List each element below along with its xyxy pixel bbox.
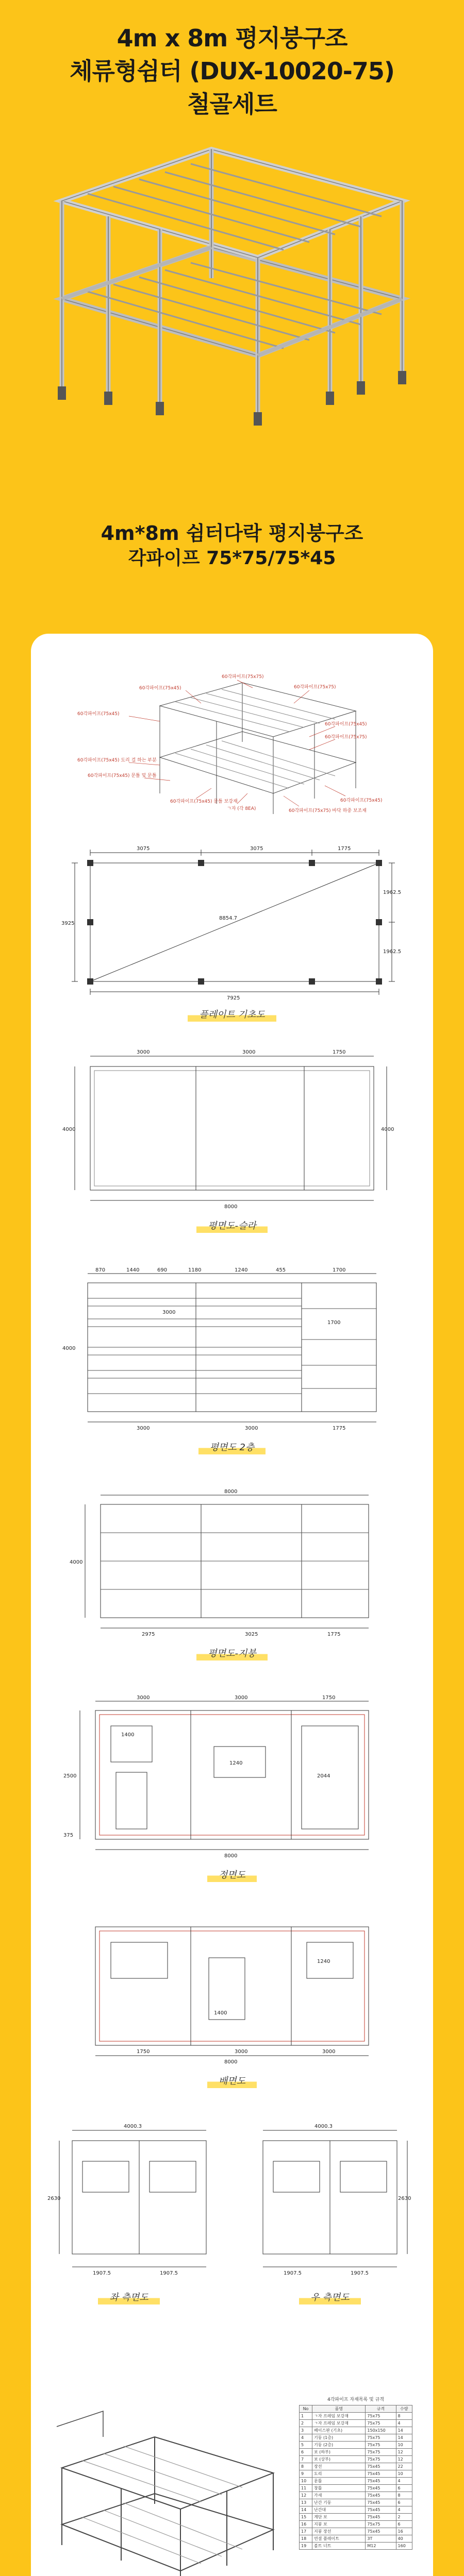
hero-section: [0, 0, 464, 518]
table-cell: 3: [300, 2427, 312, 2434]
table-row: [300, 2492, 412, 2499]
table-row: [300, 2478, 412, 2485]
table-cell: 75x75: [366, 2420, 396, 2427]
table-cell: 난간 기둥: [312, 2499, 366, 2506]
dim-label: 1180: [188, 1267, 202, 1273]
front-elevation: [59, 1690, 405, 1860]
caption-rear: 배면도: [31, 2074, 433, 2088]
product-title: [0, 22, 464, 121]
table-cell: ㄱ자 프레임 보강재: [312, 2420, 366, 2427]
table-row: [300, 2427, 412, 2434]
rear-elevation: [59, 1911, 405, 2066]
table-cell: 75x75: [366, 2521, 396, 2528]
table-header: 규격: [366, 2405, 396, 2413]
iso-label: 60각파이프(75x45): [139, 686, 181, 691]
table-cell: 베이스판 (기초): [312, 2427, 366, 2434]
materials-table: [299, 2405, 412, 2550]
iso-label: 60각파이프(75x45): [77, 711, 120, 717]
table-row: [300, 2521, 412, 2528]
table-cell: 75x45: [366, 2514, 396, 2521]
table-cell: 4: [300, 2434, 312, 2442]
dim-label: 1907.5: [160, 2270, 178, 2276]
caption-front: 정면도: [31, 1868, 433, 1882]
table-row: [300, 2506, 412, 2514]
caption-roof-plan: 평면도-지붕: [31, 1646, 433, 1660]
table-cell: 12: [300, 2492, 312, 2499]
dim-label: 3000: [322, 2049, 336, 2055]
dim-label: 4000.3: [314, 2124, 333, 2129]
dim-label: 8000: [224, 2059, 238, 2065]
table-cell: 3T: [366, 2535, 396, 2543]
table-cell: 2: [300, 2420, 312, 2427]
table-cell: 보 (상부): [312, 2456, 366, 2463]
table-row: [300, 2420, 412, 2427]
table-cell: 8: [396, 2492, 412, 2499]
table-row: [300, 2485, 412, 2492]
dim-label: 1400: [214, 2010, 227, 2016]
table-cell: 14: [396, 2427, 412, 2434]
dim-label: 1240: [229, 1760, 243, 1766]
table-row: [300, 2413, 412, 2420]
table-row: [300, 2514, 412, 2521]
table-cell: 지붕 보: [312, 2521, 366, 2528]
table-header: 품명: [312, 2405, 366, 2413]
floor-plan: [59, 1046, 405, 1211]
caption-floor-plan: 평면도-슬라: [31, 1218, 433, 1233]
table-cell: 13: [300, 2499, 312, 2506]
iso-label: 60각파이프(75x75): [325, 735, 367, 740]
table-cell: 75x45: [366, 2470, 396, 2478]
table-cell: 7: [300, 2456, 312, 2463]
dim-label: 4000: [381, 1127, 394, 1132]
dim-label: 1700: [333, 1267, 346, 1273]
table-cell: 12: [396, 2456, 412, 2463]
dim-label: 3025: [245, 1632, 258, 1637]
dim-label: 1962.5: [383, 890, 401, 895]
table-header-row: [300, 2405, 412, 2413]
dim-label: 3075: [250, 846, 263, 852]
iso-label: 60각파이프(75x75): [294, 685, 336, 690]
title-line-2: 체류형쉼터 (DUX-10020-75): [70, 57, 394, 85]
table-cell: 볼트 너트: [312, 2543, 366, 2550]
table-cell: 연결 플레이트: [312, 2535, 366, 2543]
materials-table-body: [300, 2413, 412, 2550]
table-cell: 150x150: [366, 2427, 396, 2434]
table-row: [300, 2456, 412, 2463]
dim-label: 4000: [70, 1560, 83, 1565]
dim-label: 1775: [333, 1426, 346, 1431]
dim-label: 3075: [137, 846, 150, 852]
table1-title: 4각파이프 자재목록 및 규격: [327, 2397, 384, 2402]
dim-label: 1750: [322, 1695, 336, 1701]
table-cell: 75x45: [366, 2492, 396, 2499]
dim-label: 1775: [338, 846, 351, 852]
table-cell: 8: [396, 2413, 412, 2420]
table-cell: 문틀: [312, 2478, 366, 2485]
roof-plan: [59, 1484, 405, 1638]
spec-title: 4m*8m 쉼터다락 평지붕구조: [101, 522, 363, 545]
table-cell: 12: [396, 2449, 412, 2456]
dim-label: 2630: [398, 2196, 411, 2201]
dim-label: 3000: [137, 1695, 150, 1701]
table-cell: 75x75: [366, 2413, 396, 2420]
table-cell: 22: [396, 2463, 412, 2470]
table-row: [300, 2434, 412, 2442]
table-row: [300, 2442, 412, 2449]
table-cell: 5: [300, 2442, 312, 2449]
table-cell: 8: [300, 2463, 312, 2470]
dim-label: 455: [276, 1267, 286, 1273]
dim-label: 375: [63, 1833, 74, 1838]
table-cell: 보 (하부): [312, 2449, 366, 2456]
table-row: [300, 2543, 412, 2550]
caption-base-plan: 플레이트 기초도: [31, 1007, 433, 1022]
table-cell: M12: [366, 2543, 396, 2550]
table-cell: 가새: [312, 2492, 366, 2499]
table-cell: 17: [300, 2528, 312, 2535]
caption-side-left: 좌 측면도: [41, 2290, 217, 2304]
iso-label: 60각파이프(75x45) 문틀 보강재: [170, 799, 238, 804]
dim-label: 3000: [245, 1426, 258, 1431]
iso-label: 60각파이프(75x75): [222, 674, 264, 680]
dim-label: 1907.5: [351, 2270, 369, 2276]
table-row: [300, 2499, 412, 2506]
dim-label: 1775: [327, 1632, 341, 1637]
table-cell: 75x75: [366, 2442, 396, 2449]
dim-label: 690: [157, 1267, 168, 1273]
table-cell: ㄱ자 프레임 보강재: [312, 2413, 366, 2420]
table-cell: 75x45: [366, 2485, 396, 2492]
dim-label: 4000.3: [124, 2124, 142, 2129]
spec-pipe-size: 각파이프 75*75/75*45: [128, 548, 336, 569]
table-cell: 2: [396, 2514, 412, 2521]
table-cell: 75x45: [366, 2463, 396, 2470]
right-side-elevation: [237, 2115, 418, 2285]
table-cell: 75x75: [366, 2449, 396, 2456]
table-cell: 10: [396, 2442, 412, 2449]
hero-frame-render: [41, 144, 423, 433]
dim-label: 8000: [224, 1204, 238, 1210]
table-cell: 75x45: [366, 2506, 396, 2514]
dim-label: 4000: [62, 1346, 76, 1351]
table-cell: 난간대: [312, 2506, 366, 2514]
table-cell: 40: [396, 2535, 412, 2543]
iso-label: 60각파이프(75x45): [325, 722, 367, 727]
caption-2f-plan: 평면도 2층: [31, 1440, 433, 1454]
table-cell: 160: [396, 2543, 412, 2550]
dim-label: 8854.7: [219, 916, 237, 921]
dim-label: 4000: [62, 1127, 76, 1132]
table-cell: 6: [300, 2449, 312, 2456]
table-header: 수량: [396, 2405, 412, 2413]
table-cell: 75x45: [366, 2528, 396, 2535]
dim-label: 7925: [227, 995, 240, 1001]
dim-label: 870: [95, 1267, 106, 1273]
dim-label: 1907.5: [284, 2270, 302, 2276]
dim-label: 3925: [61, 921, 75, 926]
table-cell: 11: [300, 2485, 312, 2492]
iso-label: 60각파이프(75x45) 문틀 및 문틀: [88, 773, 157, 778]
table-cell: 10: [396, 2470, 412, 2478]
dim-label: 1962.5: [383, 949, 401, 955]
table-cell: 9: [300, 2470, 312, 2478]
dim-label: 2044: [317, 1773, 330, 1779]
left-side-elevation: [46, 2115, 227, 2285]
dim-label: 8000: [224, 1489, 238, 1495]
table-cell: 창틀: [312, 2485, 366, 2492]
table-cell: 75x45: [366, 2499, 396, 2506]
table-cell: 4: [396, 2478, 412, 2485]
dim-label: 3000: [242, 1049, 256, 1055]
iso-label: 60각파이프(75x75) 바닥 하중 보조재: [289, 808, 367, 814]
table-cell: 4: [396, 2420, 412, 2427]
iso-label: 60각파이프(75x45): [340, 798, 383, 803]
dim-label: 1700: [327, 1320, 341, 1326]
table-cell: 기둥 (1층): [312, 2434, 366, 2442]
dim-label: 1750: [333, 1049, 346, 1055]
iso-labeled-drawing: [67, 659, 397, 824]
dim-label: 3000: [162, 1310, 176, 1315]
dim-label: 1907.5: [93, 2270, 111, 2276]
table-row: [300, 2470, 412, 2478]
table-cell: 10: [300, 2478, 312, 2485]
table-cell: 1: [300, 2413, 312, 2420]
base-plate-plan: [59, 842, 405, 1002]
dim-label: 8000: [224, 1853, 238, 1859]
iso-frame-drawing-1: [46, 2396, 289, 2576]
caption-side-right: 우 측면도: [242, 2290, 418, 2304]
dim-label: 3000: [235, 1695, 248, 1701]
dim-label: 1240: [235, 1267, 248, 1273]
table-header: No: [300, 2405, 312, 2413]
spec-heading: [0, 520, 464, 571]
table-cell: 18: [300, 2535, 312, 2543]
table-cell: 지붕 장선: [312, 2528, 366, 2535]
table-row: [300, 2528, 412, 2535]
table-cell: 도리: [312, 2470, 366, 2478]
table-cell: 장선: [312, 2463, 366, 2470]
table-cell: 14: [300, 2506, 312, 2514]
dim-label: 1400: [121, 1732, 135, 1738]
drawings-card: [31, 634, 433, 2576]
table-cell: 6: [396, 2521, 412, 2528]
table-cell: 6: [396, 2499, 412, 2506]
table-cell: 75x45: [366, 2478, 396, 2485]
dim-label: 2630: [47, 2196, 61, 2201]
table-cell: 4: [396, 2506, 412, 2514]
dim-label: 1750: [137, 2049, 150, 2055]
table-row: [300, 2449, 412, 2456]
title-line-3: 철골세트: [187, 90, 277, 118]
title-line-1: 4m x 8m 평지붕구조: [117, 24, 347, 52]
dim-label: 2500: [63, 1773, 77, 1779]
dim-label: 3000: [137, 1426, 150, 1431]
table-row: [300, 2463, 412, 2470]
table-cell: 19: [300, 2543, 312, 2550]
table-cell: 16: [396, 2528, 412, 2535]
table-cell: 75x75: [366, 2456, 396, 2463]
iso-label: 60각파이프(75x45) 도리 걸 하는 부분: [77, 758, 157, 763]
table-cell: 계단 보: [312, 2514, 366, 2521]
table-row: [300, 2535, 412, 2543]
iso-label: ㄱ자 (각 8EA): [227, 806, 256, 811]
dim-label: 1240: [317, 1959, 330, 1964]
second-floor-plan: [59, 1262, 405, 1432]
dim-label: 3000: [137, 1049, 150, 1055]
table-cell: 16: [300, 2521, 312, 2528]
table-cell: 14: [396, 2434, 412, 2442]
table-cell: 6: [396, 2485, 412, 2492]
table-cell: 기둥 (2층): [312, 2442, 366, 2449]
dim-label: 2975: [142, 1632, 155, 1637]
table-cell: 15: [300, 2514, 312, 2521]
dim-label: 3000: [235, 2049, 248, 2055]
dim-label: 1440: [126, 1267, 140, 1273]
table-cell: 75x75: [366, 2434, 396, 2442]
